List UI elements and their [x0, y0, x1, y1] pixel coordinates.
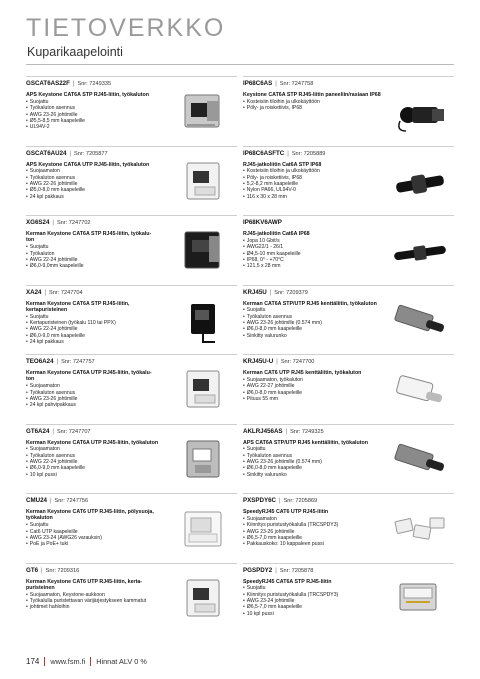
feature-list — [243, 446, 393, 477]
product-code: KRJ45U-U — [243, 358, 274, 365]
product-code: XA24 — [26, 288, 42, 296]
product-snr: Snr: 7249325 — [290, 428, 324, 435]
product-card — [26, 424, 237, 494]
feature-list — [243, 238, 393, 269]
feature-item: • AWG 22-24 johtimille — [26, 459, 164, 465]
feature-item: • Suojattu — [26, 99, 164, 105]
product-title — [26, 92, 164, 98]
punchdown-keystone-icon — [175, 296, 231, 344]
feature-item: • Ø4,5-10 mm kaapeleille — [243, 251, 393, 257]
metal-keystone-icon — [175, 435, 231, 483]
field-plug-icon — [392, 435, 448, 483]
feature-item: • IP68, 0° - +70°C — [243, 257, 393, 263]
product-text — [243, 80, 393, 112]
feature-item: • Suojaamaton — [26, 383, 164, 389]
feature-item: • AWG 22-27 johtimille — [243, 383, 393, 389]
product-card — [243, 354, 454, 424]
feature-item: • PoE ja PoE+ tuki — [26, 541, 164, 547]
product-title-line: Kerman Keystone CAT6A UTP RJ45-liitin, työkalu- — [26, 370, 152, 376]
product-title — [243, 162, 393, 168]
product-code: PXSPDY6C — [243, 497, 277, 504]
feature-item: • Kosteisiin tiloihin ja ulkokäyttöön — [243, 99, 393, 105]
feature-item: • Suojaamaton — [26, 168, 164, 174]
product-text — [243, 358, 393, 402]
white-keystone-jack-icon — [175, 365, 231, 413]
field-plug-white-icon — [392, 365, 448, 413]
feature-item: • Pakkauskoko: 10 kappaleen pussi — [243, 541, 393, 547]
code-separator: | — [275, 567, 277, 574]
feature-item: • Suojaamaton, työkaluton — [243, 377, 393, 383]
product-header — [243, 150, 393, 157]
code-separator: | — [44, 289, 47, 296]
feature-item: • Työkaluton asennus — [26, 105, 164, 111]
product-title — [243, 370, 393, 376]
title-divider — [26, 64, 454, 65]
feature-item: • Cat6 UTP kaapeleille — [26, 529, 164, 535]
product-card — [26, 563, 237, 633]
page-number: 174 — [26, 657, 40, 666]
product-text — [26, 358, 164, 409]
product-code: TEO6A24 — [26, 358, 54, 365]
feature-item: • AWG22/1 - 26/1 — [243, 244, 393, 250]
product-title-line: Kerman Keystone CAT6 UTP RJ45-liitin, kerta- — [26, 578, 143, 585]
code-separator: | — [269, 289, 272, 296]
ip68-panel-connector-icon — [392, 87, 448, 135]
feature-list — [26, 168, 164, 199]
product-code: PGSPDY2 — [243, 566, 273, 574]
footer-vat-note: Hinnat ALV 0 % — [96, 657, 147, 666]
product-header — [26, 497, 164, 504]
feature-item: • Kosteisiin tiloihin ja ulkokäyttöön — [243, 168, 393, 174]
product-header — [243, 80, 393, 87]
product-text — [26, 80, 164, 130]
feature-item: • AWG 22-24 johtimille — [26, 257, 164, 263]
product-title — [243, 440, 393, 446]
page-subtitle: Kuparikaapelointi — [27, 45, 123, 59]
feature-list — [243, 516, 393, 547]
product-snr: Snr: 7205878 — [279, 567, 314, 574]
product-snr: Snr: 7247756 — [54, 498, 89, 504]
product-card — [26, 493, 237, 563]
product-text — [243, 150, 393, 200]
product-title-line: Kerman Keystone CAT6A UTP RJ45-liitin, työkaluton — [26, 439, 159, 446]
feature-item: • Ø5,5-8,5 mm kaapeleille — [26, 118, 164, 124]
code-separator: | — [56, 359, 59, 365]
product-header — [243, 567, 393, 574]
product-title-line: Kerman CAT6A STP/UTP RJ45 kenttäliitin, työkaluton — [243, 300, 377, 307]
footer-divider — [90, 657, 91, 666]
code-separator: | — [275, 81, 277, 87]
product-title-line: RJ45-jatkoliitin Cat6A STP IP68 — [243, 161, 322, 168]
feature-item: • Ø6,0-9,0mm kaapeleille — [26, 263, 164, 269]
ip68-coupler-icon — [392, 157, 448, 205]
feature-item: • Kiinnitys puristustyökalulla (TRCSPDY3) — [243, 522, 393, 528]
product-snr: Snr: 7247702 — [56, 220, 91, 226]
feature-list — [26, 446, 164, 477]
product-code: CMU24 — [26, 497, 47, 504]
product-title — [26, 162, 164, 168]
feature-item: • UL94V-2 — [26, 124, 164, 130]
feature-item: • 10 kpl pussi — [243, 611, 393, 617]
product-code: IP68KV6AWP — [243, 219, 282, 226]
product-snr: Snr: 7247758 — [279, 81, 314, 87]
feature-item: • Suojattu — [26, 244, 164, 250]
code-separator: | — [72, 81, 75, 87]
feature-item: • Ø6,0-8,0 mm kaapeleille — [243, 326, 393, 332]
feature-item: • 10 kpl pussi — [26, 472, 164, 478]
product-title — [26, 231, 164, 244]
feature-item: • AWG 23-26 johtimille — [26, 112, 164, 118]
feature-item: • AWG 23-26 johtimille (0.574 mm) — [243, 459, 393, 465]
feature-item: • Sinkitty valurunko — [243, 472, 393, 478]
feature-item: • AWG 23-26 johtimille (0.574 mm) — [243, 320, 393, 326]
product-title-line: Kerman Keystone CAT6A STP RJ45-liitin, työkalu- — [26, 231, 152, 237]
product-title-line: SpeedyRJ45 CAT6 UTP RJ45-liitin — [243, 509, 329, 515]
code-separator: | — [69, 150, 72, 157]
feature-list — [26, 314, 164, 345]
feature-item: • Suojaamaton, Keystone-aukkoon — [26, 592, 164, 598]
product-header — [26, 567, 164, 574]
product-snr: Snr: 7249335 — [77, 81, 112, 87]
feature-item: • Suojaamaton — [26, 446, 164, 452]
product-title-line: ton — [26, 237, 35, 244]
product-text — [26, 567, 164, 611]
feature-list — [26, 244, 164, 269]
product-snr: Snr: 7209379 — [274, 289, 308, 296]
product-text — [243, 567, 393, 617]
product-header — [243, 219, 393, 226]
product-text — [26, 289, 164, 346]
product-title — [26, 440, 164, 446]
product-snr: Snr: 7205877 — [74, 150, 108, 157]
product-header — [26, 219, 164, 226]
feature-item: • Työkaluton asennus — [243, 453, 393, 459]
product-title-line: APS CAT6A STP/UTP RJ45 kenttäliitin, työkaluton — [243, 439, 368, 446]
feature-item: • AWG 23-24 (AWG26 varauksin) — [26, 535, 164, 541]
product-code: AKLRJ456AS — [243, 427, 283, 435]
code-separator: | — [49, 498, 52, 504]
feature-item: • Kiinnitys puristustyökalulla (TRCSPDY3) — [243, 592, 393, 598]
code-separator: | — [52, 220, 54, 226]
product-title-line: työkaluton — [26, 515, 53, 522]
feature-item: • Ø5,0-8,0 mm kaapeleille — [26, 187, 164, 193]
feature-item: • Suojattu — [243, 585, 393, 591]
product-card — [26, 76, 237, 146]
shielded-plug-icon — [392, 574, 448, 622]
footer-divider — [44, 657, 45, 666]
product-title-line: Kerman CAT6 UTP RJ45 kenttäliitin, työkaluton — [243, 370, 362, 376]
feature-list — [26, 522, 164, 547]
shielded-keystone-jack-icon — [175, 87, 231, 135]
product-header — [26, 428, 164, 435]
product-snr: Snr: 7209316 — [45, 567, 80, 574]
code-separator: | — [41, 567, 43, 574]
feature-item: • AWG 22-24 johtimille — [26, 326, 164, 332]
product-card — [243, 493, 454, 563]
product-title-line: Kerman Keystone CAT6A STP RJ45-liitin, kertapuristeinen — [26, 300, 130, 313]
product-snr: Snr: 7247757 — [61, 359, 95, 365]
product-title — [243, 509, 393, 515]
product-header — [243, 497, 393, 504]
product-text — [26, 219, 164, 270]
product-title — [26, 370, 164, 383]
product-code: KRJ45U — [243, 288, 267, 296]
product-card — [243, 424, 454, 494]
feature-item: • Ø6,0-9,0 mm kaapeleille — [26, 465, 164, 471]
feature-item: • Työkaluton asennus — [243, 314, 393, 320]
feature-item: • johtimet hahloihin — [26, 604, 164, 610]
feature-item: • Suojattu — [243, 446, 393, 452]
product-title — [243, 231, 393, 237]
white-keystone-jack-icon — [175, 157, 231, 205]
feature-item: • Työkalulla puristettavan värijärjestykseen kammatut — [26, 598, 164, 604]
feature-list — [243, 168, 393, 199]
product-text — [26, 497, 164, 548]
feature-item: • AWG 23-24 johtimille — [243, 598, 393, 604]
feature-item: • 24 kpl pakkaus — [26, 194, 164, 200]
white-keystone-jack-icon — [175, 574, 231, 622]
feature-item: • 24 kpl pakkaus — [26, 339, 164, 345]
code-separator: | — [279, 498, 281, 504]
feature-item: • 24 kpl pahvipakkaus — [26, 402, 164, 408]
dust-cover-keystone-icon — [175, 504, 231, 552]
feature-item: • AWG 22-26 johtimille — [26, 181, 164, 187]
product-header — [26, 358, 164, 365]
feature-item: • Jopa 10 Gbit/s — [243, 238, 393, 244]
product-text — [26, 428, 164, 478]
feature-item: • Työkaluton — [26, 251, 164, 257]
product-title-line: ton — [26, 376, 35, 383]
product-code: IP68C6AS — [243, 80, 273, 87]
feature-list — [26, 383, 164, 408]
product-text — [243, 428, 393, 478]
modular-plugs-icon — [392, 504, 448, 552]
product-text — [243, 497, 393, 547]
code-separator: | — [285, 428, 288, 435]
product-header — [26, 80, 164, 87]
product-card — [243, 215, 454, 285]
product-text — [243, 289, 393, 339]
product-snr: Snr: 7247707 — [56, 428, 91, 435]
feature-item: • 121,5 x 28 mm — [243, 263, 393, 269]
product-snr: Snr: 7205889 — [291, 150, 326, 157]
product-code: GT6 — [26, 566, 39, 574]
product-title-line: Kerman Keystone CAT6 UTP RJ45-liitin, pölysuoja, — [26, 509, 154, 515]
feature-item: • Suojaamaton — [243, 516, 393, 522]
feature-item: • Pituus 55 mm — [243, 396, 393, 402]
product-snr: Snr: 7247704 — [49, 289, 83, 296]
product-title-line: SpeedyRJ45 CAT6A STP RJ45-liitin — [243, 578, 332, 585]
feature-item: • 116 x 30 x 28 mm — [243, 194, 393, 200]
feature-item: • Ø6,0-9,0 mm kaapeleille — [26, 333, 164, 339]
product-title — [243, 92, 393, 98]
feature-item: • Ø6,0-8,0 mm kaapeleille — [243, 465, 393, 471]
feature-item: • Kertapuristeinen (työkalu 110 tai PPX) — [26, 320, 164, 326]
product-code: GSCAT6AS22F — [26, 80, 70, 87]
feature-item: • Työkaluton asennus — [26, 175, 164, 181]
product-header — [26, 289, 164, 296]
product-title — [26, 301, 164, 314]
code-separator: | — [52, 428, 54, 435]
product-text — [26, 150, 164, 200]
product-title — [243, 579, 393, 585]
product-header — [243, 428, 393, 435]
product-card — [243, 563, 454, 633]
product-title-line: RJ45-jatkoliitin Cat6A IP68 — [243, 231, 310, 237]
feature-list — [243, 377, 393, 402]
product-code: IP68C6ASFTC — [243, 149, 285, 157]
feature-list — [26, 99, 164, 130]
product-card — [26, 146, 237, 216]
product-card — [26, 354, 237, 424]
feature-item: • Suojattu — [243, 307, 393, 313]
feature-item: • Nylon PA66, UL94V-0 — [243, 187, 393, 193]
feature-item: • Sinkitty valurunko — [243, 333, 393, 339]
product-snr: Snr: 7205869 — [283, 498, 318, 504]
feature-item: • Ø6,5-7,0 mm kaapeleille — [243, 535, 393, 541]
product-title-line: APS Keystone CAT6A STP RJ45-liitin, työkaluton — [26, 92, 149, 98]
product-title — [26, 509, 164, 522]
product-title — [243, 301, 393, 307]
field-plug-icon — [392, 296, 448, 344]
product-card — [26, 215, 237, 285]
feature-item: • Pöly- ja roisketiivis, IP68 — [243, 175, 393, 181]
feature-item: • Pöly- ja roisketiivis, IP68 — [243, 105, 393, 111]
feature-list — [26, 592, 164, 611]
product-code: XG6S24 — [26, 219, 50, 226]
product-title-line: Keystone CAT6A STP RJ45-liitin paneeliin/rasiaan IP68 — [243, 92, 381, 98]
footer-url[interactable]: www.fsm.fi — [50, 657, 86, 666]
code-separator: | — [276, 359, 278, 365]
product-header — [243, 358, 393, 365]
product-code: GT6A24 — [26, 427, 50, 435]
feature-item: • Työkaluton asennus — [26, 390, 164, 396]
product-header — [243, 289, 393, 296]
page-footer — [26, 657, 147, 666]
feature-list — [243, 99, 393, 112]
ip68-inline-coupler-icon — [392, 226, 448, 274]
product-code: GSCAT6AU24 — [26, 149, 67, 157]
feature-item: • AWG 23-26 johtimille — [26, 396, 164, 402]
feature-item: • Ø6,5-7,0 mm kaapeleille — [243, 604, 393, 610]
feature-item: • Työkaluton asennus — [26, 453, 164, 459]
page-title: TIETOVERKKO — [26, 14, 226, 42]
feature-item: • 5,2-8,2 mm kaapeleille — [243, 181, 393, 187]
product-card — [243, 285, 454, 355]
feature-item: • Ø6,0-8,0 mm kaapeleille — [243, 390, 393, 396]
product-header — [26, 150, 164, 157]
feature-list — [243, 585, 393, 616]
code-separator: | — [287, 150, 289, 157]
feature-list — [243, 307, 393, 338]
product-card — [243, 76, 454, 146]
feature-item: • Suojattu — [26, 314, 164, 320]
product-grid — [26, 76, 454, 632]
feature-item: • Suojattu — [26, 522, 164, 528]
product-card — [26, 285, 237, 355]
product-text — [243, 219, 393, 269]
black-shielded-keystone-icon — [175, 226, 231, 274]
product-title — [26, 579, 164, 592]
product-title-line: APS Keystone CAT6A UTP RJ45-liitin, työkaluton — [26, 161, 150, 168]
product-card — [243, 146, 454, 216]
feature-item: • AWG 23-26 johtimille — [243, 529, 393, 535]
product-title-line: puristeinen — [26, 584, 55, 591]
product-snr: Snr: 7247700 — [280, 359, 315, 365]
